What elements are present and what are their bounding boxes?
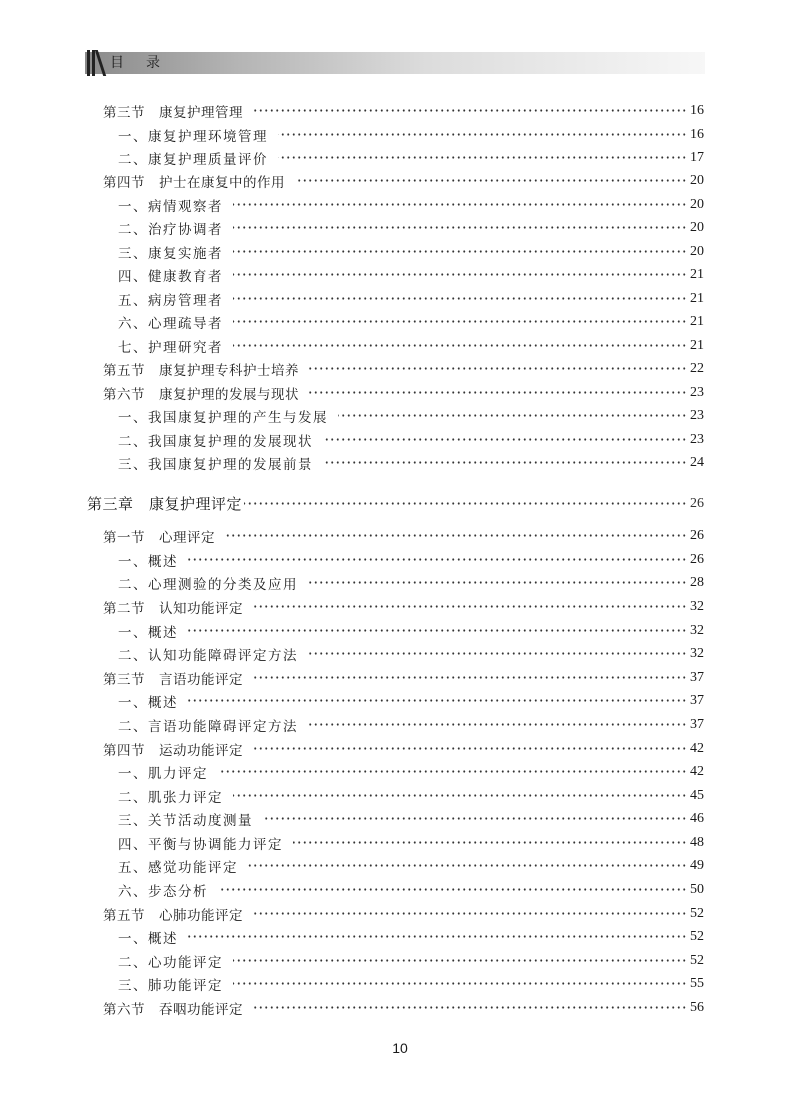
dot-leader [233,250,687,253]
toc-entry-label: 第六节 吞咽功能评定 [103,1001,243,1018]
dot-leader [233,959,687,962]
toc-entry-label: 三、关节活动度测量 [118,812,253,829]
toc-entry-page: 52 [690,928,704,944]
toc-entry-label: 第五节 康复护理专科护士培养 [103,362,299,379]
toc-entry-page: 49 [690,857,704,873]
toc-entry-section[interactable] [103,737,704,761]
dot-leader [309,367,687,370]
toc-entry-page: 32 [690,622,704,638]
toc-entry-page: 21 [690,290,704,306]
toc-entry-label: 第三章 康复护理评定 [87,495,243,514]
toc-entry-label: 四、平衡与协调能力评定 [118,836,283,853]
toc-entry-page: 42 [690,763,704,779]
dot-leader [225,534,687,537]
toc-entry-label: 二、治疗协调者 [118,221,223,238]
toc-entry-page: 26 [690,527,704,543]
toc-entry-label: 一、概述 [118,553,178,570]
toc-entry-label: 一、康复护理环境管理 [118,128,268,145]
toc-entry-label: 六、心理疏导者 [118,315,223,332]
toc-entry-label: 五、感觉功能评定 [118,859,238,876]
toc-entry-item[interactable] [118,949,704,973]
toc-entry-item[interactable] [118,287,704,311]
header-title: 目录 [110,55,182,71]
toc-entry-item[interactable] [118,240,704,264]
toc-entry-label: 三、我国康复护理的发展前景 [118,456,313,473]
toc-entry-page: 52 [690,952,704,968]
toc-entry-item[interactable] [118,642,704,666]
toc-entry-section[interactable] [103,357,704,381]
toc-entry-item[interactable] [118,146,704,170]
dot-leader [233,297,687,300]
dot-leader [323,438,687,441]
toc-entry-label: 二、心理测验的分类及应用 [118,576,298,593]
dot-leader [309,391,687,394]
toc-entry-page: 16 [690,126,704,142]
toc-entry-label: 二、我国康复护理的发展现状 [118,433,313,450]
toc-entry-label: 第四节 护士在康复中的作用 [103,174,285,191]
toc-entry-page: 48 [690,834,704,850]
toc-entry-page: 37 [690,716,704,732]
toc-entry-label: 第二节 认知功能评定 [103,600,243,617]
toc-entry-label: 二、康复护理质量评价 [118,151,268,168]
toc-entry-item[interactable] [118,784,704,808]
dot-leader [233,203,687,206]
toc-entry-page: 20 [690,196,704,212]
dot-leader [253,605,687,608]
toc-entry-page: 52 [690,905,704,921]
toc-entry-label: 一、概述 [118,694,178,711]
dot-leader [233,794,687,797]
toc-entry-item[interactable] [118,451,704,475]
toc-entry-page: 37 [690,692,704,708]
toc-entry-label: 第五节 心肺功能评定 [103,907,243,924]
page-number: 10 [392,1040,408,1056]
toc-entry-page: 20 [690,219,704,235]
toc-entry-page: 28 [690,574,704,590]
toc-entry-item[interactable] [118,428,704,452]
toc-entry-section[interactable] [103,902,704,926]
toc-entry-item[interactable] [118,123,704,147]
toc-entry-item[interactable] [118,571,704,595]
toc-entry-label: 二、心功能评定 [118,954,223,971]
toc-entry-section[interactable] [103,381,704,405]
toc-entry-item[interactable] [118,689,704,713]
toc-entry-section[interactable] [103,996,704,1020]
toc-entry-label: 六、步态分析 [118,883,208,900]
toc-entry-page: 20 [690,172,704,188]
toc-entry-page: 22 [690,360,704,376]
dot-leader [233,982,687,985]
toc-entry-item[interactable] [118,854,704,878]
toc-entry-label: 第三节 言语功能评定 [103,671,243,688]
toc-entry-item[interactable] [118,807,704,831]
toc-entry-page: 26 [690,551,704,567]
dot-leader [248,864,687,867]
dot-leader [323,461,687,464]
dot-leader [188,629,687,632]
toc-entry-section[interactable] [103,169,704,193]
toc-entry-label: 四、健康教育者 [118,268,223,285]
dot-leader [188,558,687,561]
toc-entry-item[interactable] [118,972,704,996]
dot-leader [308,581,687,584]
dot-leader [188,699,687,702]
dot-leader [244,502,687,505]
toc-entry-item[interactable] [118,334,704,358]
toc-entry-page: 23 [690,384,704,400]
toc-entry-page: 50 [690,881,704,897]
toc-entry-section[interactable] [103,99,704,123]
toc-entry-section[interactable] [103,524,704,548]
toc-entry-label: 第六节 康复护理的发展与现状 [103,386,299,403]
toc-entry-page: 55 [690,975,704,991]
toc-entry-label: 一、概述 [118,624,178,641]
toc-entry-label: 一、病情观察者 [118,198,223,215]
dot-leader [233,273,687,276]
toc-entry-label: 一、概述 [118,930,178,947]
toc-entry-page: 56 [690,999,704,1015]
dot-leader [253,912,687,915]
toc-entry-page: 23 [690,431,704,447]
toc-entry-section[interactable] [103,666,704,690]
toc-entry-item[interactable] [118,310,704,334]
toc-entry-page: 21 [690,313,704,329]
toc-entry-item[interactable] [118,760,704,784]
toc-entry-label: 二、认知功能障碍评定方法 [118,647,298,664]
dot-leader [278,156,687,159]
toc-entry-item[interactable] [118,263,704,287]
dot-leader [308,652,687,655]
toc-entry-page: 24 [690,454,704,470]
toc-entry-item[interactable] [118,713,704,737]
dot-leader [295,179,687,182]
toc-entry-label: 一、我国康复护理的产生与发展 [118,409,328,426]
dot-leader [253,1006,687,1009]
toc-entry-item[interactable] [118,878,704,902]
toc-entry-label: 二、言语功能障碍评定方法 [118,718,298,735]
toc-entry-item[interactable] [118,619,704,643]
dot-leader [293,841,687,844]
toc-entry-label: 七、护理研究者 [118,339,223,356]
toc-entry-page: 32 [690,598,704,614]
dot-leader [188,935,687,938]
dot-leader [218,770,687,773]
dot-leader [253,747,687,750]
dot-leader [253,109,687,112]
toc-entry-page: 23 [690,407,704,423]
toc-entry-page: 42 [690,740,704,756]
dot-leader [218,888,687,891]
dot-leader [278,133,687,136]
toc-entry-item[interactable] [118,831,704,855]
toc-entry-label: 三、肺功能评定 [118,977,223,994]
dot-leader [233,320,687,323]
toc-entry-page: 20 [690,243,704,259]
toc-entry-page: 32 [690,645,704,661]
toc-entry-item[interactable] [118,548,704,572]
toc-entry-item[interactable] [118,216,704,240]
toc-entry-page: 37 [690,669,704,685]
toc-entry-label: 一、肌力评定 [118,765,208,782]
toc-entry-label: 第四节 运动功能评定 [103,742,243,759]
toc-entry-page: 16 [690,102,704,118]
toc-entry-page: 17 [690,149,704,165]
toc-entry-page: 26 [690,495,704,511]
toc-entry-item[interactable] [118,404,704,428]
dot-leader [338,414,687,417]
toc-entry-label: 三、康复实施者 [118,245,223,262]
dot-leader [233,344,687,347]
toc-entry-label: 第三节 康复护理管理 [103,104,243,121]
dot-leader [308,723,687,726]
toc-entry-section[interactable] [103,595,704,619]
toc-entry-page: 45 [690,787,704,803]
dot-leader [263,817,687,820]
toc-entry-page: 46 [690,810,704,826]
dot-leader [233,226,687,229]
toc-entry-page: 21 [690,266,704,282]
dot-leader [253,676,687,679]
toc-entry-label: 五、病房管理者 [118,292,223,309]
toc-entry-label: 第一节 心理评定 [103,529,215,546]
toc-entry-chapter[interactable] [87,492,704,516]
toc-entry-item[interactable] [118,193,704,217]
toc-entry-page: 21 [690,337,704,353]
toc-entry-label: 二、肌张力评定 [118,789,223,806]
toc-entry-item[interactable] [118,925,704,949]
